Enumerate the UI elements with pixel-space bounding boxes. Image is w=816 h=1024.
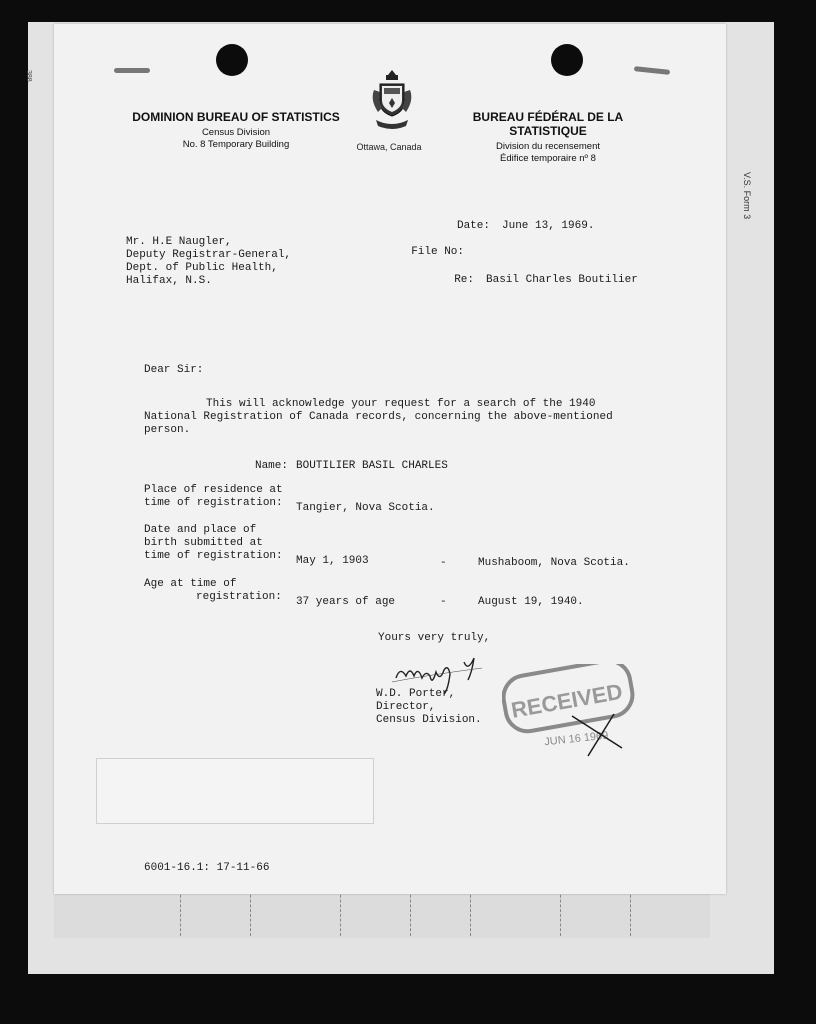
recipient-address [126, 236, 291, 288]
bureau-title-fr: BUREAU FÉDÉRAL DE LA STATISTIQUE [472, 110, 624, 138]
form-column-rule [410, 890, 411, 936]
birth-date: May 1, 1903 [296, 555, 369, 567]
form-number: 6001-16.1: 17-11-66 [144, 862, 270, 874]
re-label: Re: [454, 274, 474, 286]
residence-label-2: time of registration: [144, 497, 283, 509]
letterhead-english [128, 110, 344, 151]
name-label: Name: [254, 460, 288, 472]
age-label-1: Age at time of [144, 578, 237, 590]
city-label: Ottawa, Canada [356, 142, 422, 152]
received-stamp [502, 664, 638, 760]
staple-mark [114, 68, 150, 73]
canada-coat-of-arms-icon [370, 68, 414, 136]
punch-hole [551, 44, 583, 76]
birth-label-3: time of registration: [144, 550, 283, 562]
file-label: File No: [411, 246, 464, 258]
bureau-title-en: DOMINION BUREAU OF STATISTICS [132, 110, 340, 124]
form-column-rule [340, 890, 341, 936]
form-column-rule [180, 890, 181, 936]
residence-label-1: Place of residence at [144, 484, 283, 496]
division-fr: Division du recensement [495, 141, 601, 152]
birth-label-1: Date and place of [144, 524, 257, 536]
recipient-name: Mr. H.E Naugler, [126, 236, 232, 248]
valediction: Yours very truly, [378, 632, 491, 644]
age-separator: - [440, 596, 447, 608]
form-column-rule [250, 890, 251, 936]
division-en: Census Division [201, 127, 271, 138]
form-column-rule [470, 890, 471, 936]
vs-form-label: V.S. Form 3 [742, 172, 752, 220]
letterhead-french [440, 110, 656, 165]
body-line-2: National Registration of Canada records, concerning the above-mentioned [144, 411, 613, 423]
recipient-city: Halifax, N.S. [126, 275, 212, 287]
recipient-dept: Dept. of Public Health, [126, 262, 278, 274]
signer-division: Census Division. [376, 714, 482, 726]
recipient-title: Deputy Registrar-General, [126, 249, 292, 261]
building-fr: Édifice temporaire nº 8 [500, 153, 596, 164]
signer-name: W.D. Porter, [376, 688, 456, 700]
date-label: Date: [456, 220, 490, 232]
age-label-2: registration: [196, 591, 282, 603]
side-number: 388 [25, 70, 32, 82]
faded-underlying-note [96, 758, 374, 824]
salutation: Dear Sir: [144, 364, 204, 376]
stamp-date: JUN 16 1969 [543, 729, 609, 749]
punch-hole [216, 44, 248, 76]
birth-label-2: birth submitted at [144, 537, 263, 549]
building-en: No. 8 Temporary Building [182, 139, 290, 150]
age-value: 37 years of age [296, 596, 396, 608]
re-value: Basil Charles Boutilier [486, 274, 638, 286]
birth-place: Mushaboom, Nova Scotia. [478, 557, 630, 569]
body-line-3: person. [144, 424, 191, 436]
signer-title: Director, [376, 701, 436, 713]
staple-mark [634, 66, 670, 75]
form-column-rule [560, 890, 561, 936]
date-value: June 13, 1969. [502, 220, 595, 232]
age-date: August 19, 1940. [478, 596, 584, 608]
letter-page [54, 24, 726, 894]
body-line-1: This will acknowledge your request for a search of the 1940 [206, 398, 596, 410]
name-value: BOUTILIER BASIL CHARLES [296, 460, 448, 472]
stamp-word: RECEIVED [509, 678, 625, 723]
residence-value: Tangier, Nova Scotia. [296, 502, 435, 514]
birth-separator: - [440, 557, 447, 569]
form-column-rule [630, 890, 631, 936]
